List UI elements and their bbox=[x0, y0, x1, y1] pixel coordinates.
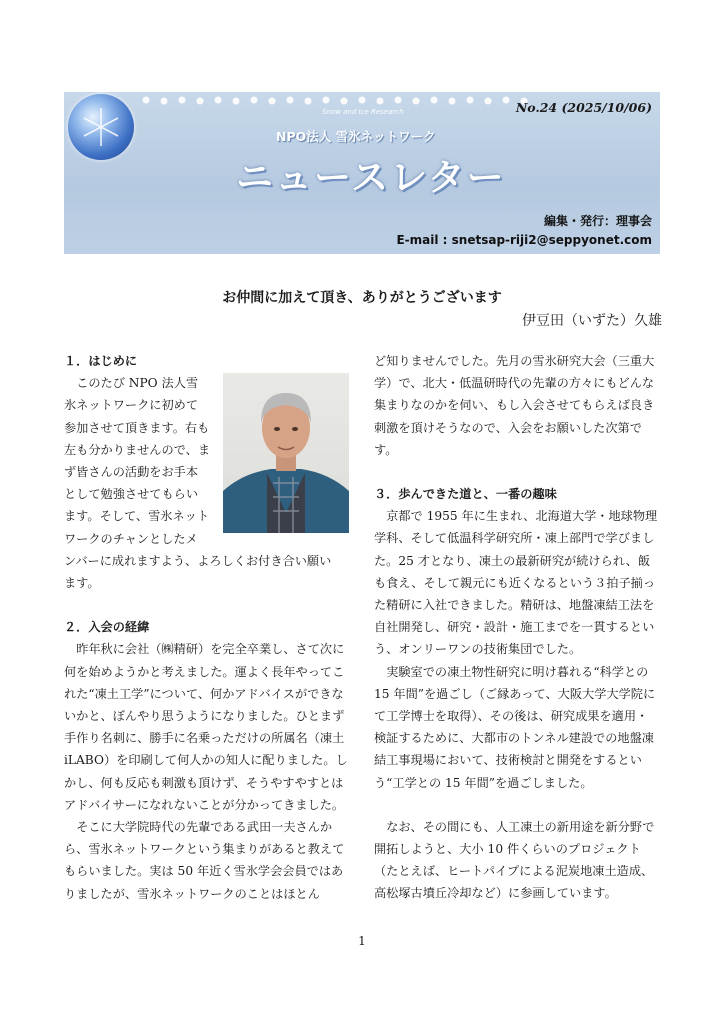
body-paragraph: なお、その間にも、人工凍土の新用途を新分野で開拓しようと、大小 10 件くらいのプロジェクト（たとえば、ヒートパイプによる泥炭地凍土造成、高松塚古墳丘冷却など）に参画しています。 bbox=[374, 819, 655, 901]
newsletter-banner bbox=[64, 92, 660, 254]
intro-line: 氷ネットワークに初めて bbox=[64, 398, 199, 413]
section-heading: ３．歩んできた道と、一番の趣味 bbox=[374, 487, 557, 502]
right-column bbox=[374, 350, 660, 905]
intro-line: 参加させて頂きます。右も bbox=[64, 420, 210, 435]
section-heading: １．はじめに bbox=[64, 354, 138, 368]
intro-line: ず皆さんの活動をお手本 bbox=[64, 465, 199, 480]
intro-line: ます。そして、雪氷ネット bbox=[64, 509, 210, 524]
intro-line: として勉強させてもらい bbox=[64, 487, 199, 502]
page-number: 1 bbox=[358, 934, 366, 948]
intro-line: このたび NPO 法人雪 bbox=[76, 376, 199, 391]
newsletter-title: ニュースレター bbox=[236, 156, 506, 199]
article-headline: お仲間に加えて頂き、ありがとうございます bbox=[222, 290, 502, 306]
article-author: 伊豆田（いずた）久雄 bbox=[522, 313, 662, 329]
snow-globe-logo bbox=[68, 94, 134, 160]
issue-number: No.24 (2025/10/06) bbox=[515, 100, 652, 115]
author-photo bbox=[223, 373, 349, 533]
body-paragraph: 京都で 1955 年に生まれ、北海道大学・地球物理学科、そして低温科学研究所・凍上部門で学びました。25 才となり、凍土の最新研究が続けられ、飯も食え、そして親元にも近くなるという３拍子揃った精研に入社できました。精研は、地盤凍結工法を自社開発し、研究・設計・施工までを一貫するという、オンリーワンの技術集団でした。 bbox=[374, 509, 658, 657]
intro-line: ンバーに成れますよう、よろしくお付き合い願い bbox=[64, 553, 332, 568]
banner-tagline: Snow and Ice Research bbox=[322, 108, 404, 116]
intro-line: ます。 bbox=[64, 576, 100, 591]
section-heading: ２．入会の経緯 bbox=[64, 620, 150, 635]
editor-line: 編集・発行：理事会 bbox=[543, 214, 652, 228]
body-paragraph: ど知りませんでした。先月の雪氷研究大会（三重大学）で、北大・低温研時代の先輩の方々にもどんな集まりなのかを伺い、もし入会させてもらえば良き刺激を頂けそうなので、入会をお願いした次第です。 bbox=[374, 354, 655, 457]
email-line: E-mail : snetsap-riji2@seppyonet.com bbox=[396, 233, 652, 247]
organization-name: NPO法人 雪氷ネットワーク bbox=[276, 129, 436, 144]
body-paragraph: 実験室での凍土物性研究に明け暮れる“科学との 15 年間”を過ごし（ご縁あって、大阪大学大学院にて工学博士を取得）、その後は、研究成果を適用・検証するために、大都市のトンネル建設での地盤凍結工事現場において、技術検討と開発をするという“工学との 15 年間”を過ごしました。 bbox=[374, 664, 656, 790]
intro-line: 左も分かりませんので、ま bbox=[64, 442, 211, 457]
body-paragraph: 昨年秋に会社（㈱精研）を完全卒業し、さて次に何を始めようかと考えました。運よく長年やってこれた“凍土工学”について、何かアドバイスができないかと、ぼんやり思うようになりました。ひとまず手作り名刺に、勝手に名乗っただけの所属名（凍土 iLABO）を印刷して何人かの知人に配りました。しかし、何も反応も刺激も頂けず、そうやすやすとはアドバイサーになれないことが分かってきました。 bbox=[64, 642, 348, 812]
body-paragraph: そこに大学院時代の先輩である武田一夫さんから、雪氷ネットワークという集まりがあると教えてもらいました。実は 50 年近く雪氷学会会員ではありましたが、雪氷ネットワークのことはほとん bbox=[64, 820, 345, 901]
intro-line: ワークのチャンとしたメ bbox=[64, 531, 198, 546]
